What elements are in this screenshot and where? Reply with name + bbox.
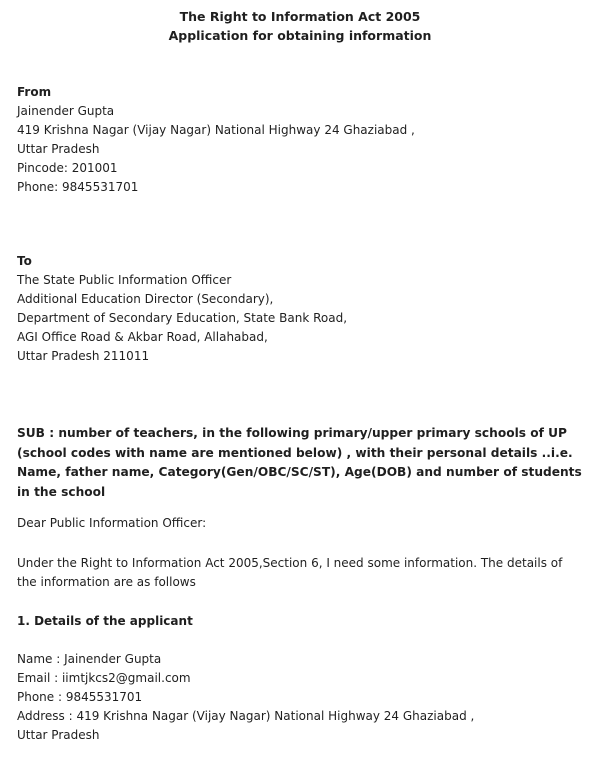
from-label: From <box>17 85 52 99</box>
applicant-name: Name : Jainender Gupta <box>17 652 162 666</box>
to-address-block <box>17 252 583 366</box>
to-road: AGI Office Road & Akbar Road, Allahabad, <box>17 330 268 344</box>
to-designation: Additional Education Director (Secondary), <box>17 292 274 306</box>
subject-line: SUB : number of teachers, in the following primary/upper primary schools of UP (school codes with name are mentioned below) , with their personal details ..i.e. Name, father name, Category(Gen/OBC/SC/ST), Age(DOB) and number of students in the school <box>17 426 582 499</box>
to-state: Uttar Pradesh 211011 <box>17 349 150 363</box>
from-phone: Phone: 9845531701 <box>17 180 139 194</box>
document-subtitle: Application for obtaining information <box>168 28 432 43</box>
from-pincode: Pincode: 201001 <box>17 161 118 175</box>
applicant-details-block <box>17 650 583 745</box>
applicant-phone: Phone : 9845531701 <box>17 690 143 704</box>
to-label: To <box>17 254 32 268</box>
applicant-address: Address : 419 Krishna Nagar (Vijay Nagar) National Highway 24 Ghaziabad , <box>17 709 475 723</box>
document-title: The Right to Information Act 2005 <box>179 9 421 24</box>
salutation: Dear Public Information Officer: <box>17 516 207 530</box>
from-address-block <box>17 83 583 197</box>
from-state: Uttar Pradesh <box>17 142 100 156</box>
intro-paragraph: Under the Right to Information Act 2005,Section 6, I need some information. The details of the information are as follows <box>17 556 563 589</box>
to-department: Department of Secondary Education, State Bank Road, <box>17 311 348 325</box>
applicant-email: Email : iimtjkcs2@gmail.com <box>17 671 191 685</box>
applicant-address-state: Uttar Pradesh <box>17 728 100 742</box>
applicant-section-heading: 1. Details of the applicant <box>17 614 193 628</box>
from-street: 419 Krishna Nagar (Vijay Nagar) National Highway 24 Ghaziabad , <box>17 123 415 137</box>
from-name: Jainender Gupta <box>17 104 115 118</box>
to-officer: The State Public Information Officer <box>17 273 232 287</box>
